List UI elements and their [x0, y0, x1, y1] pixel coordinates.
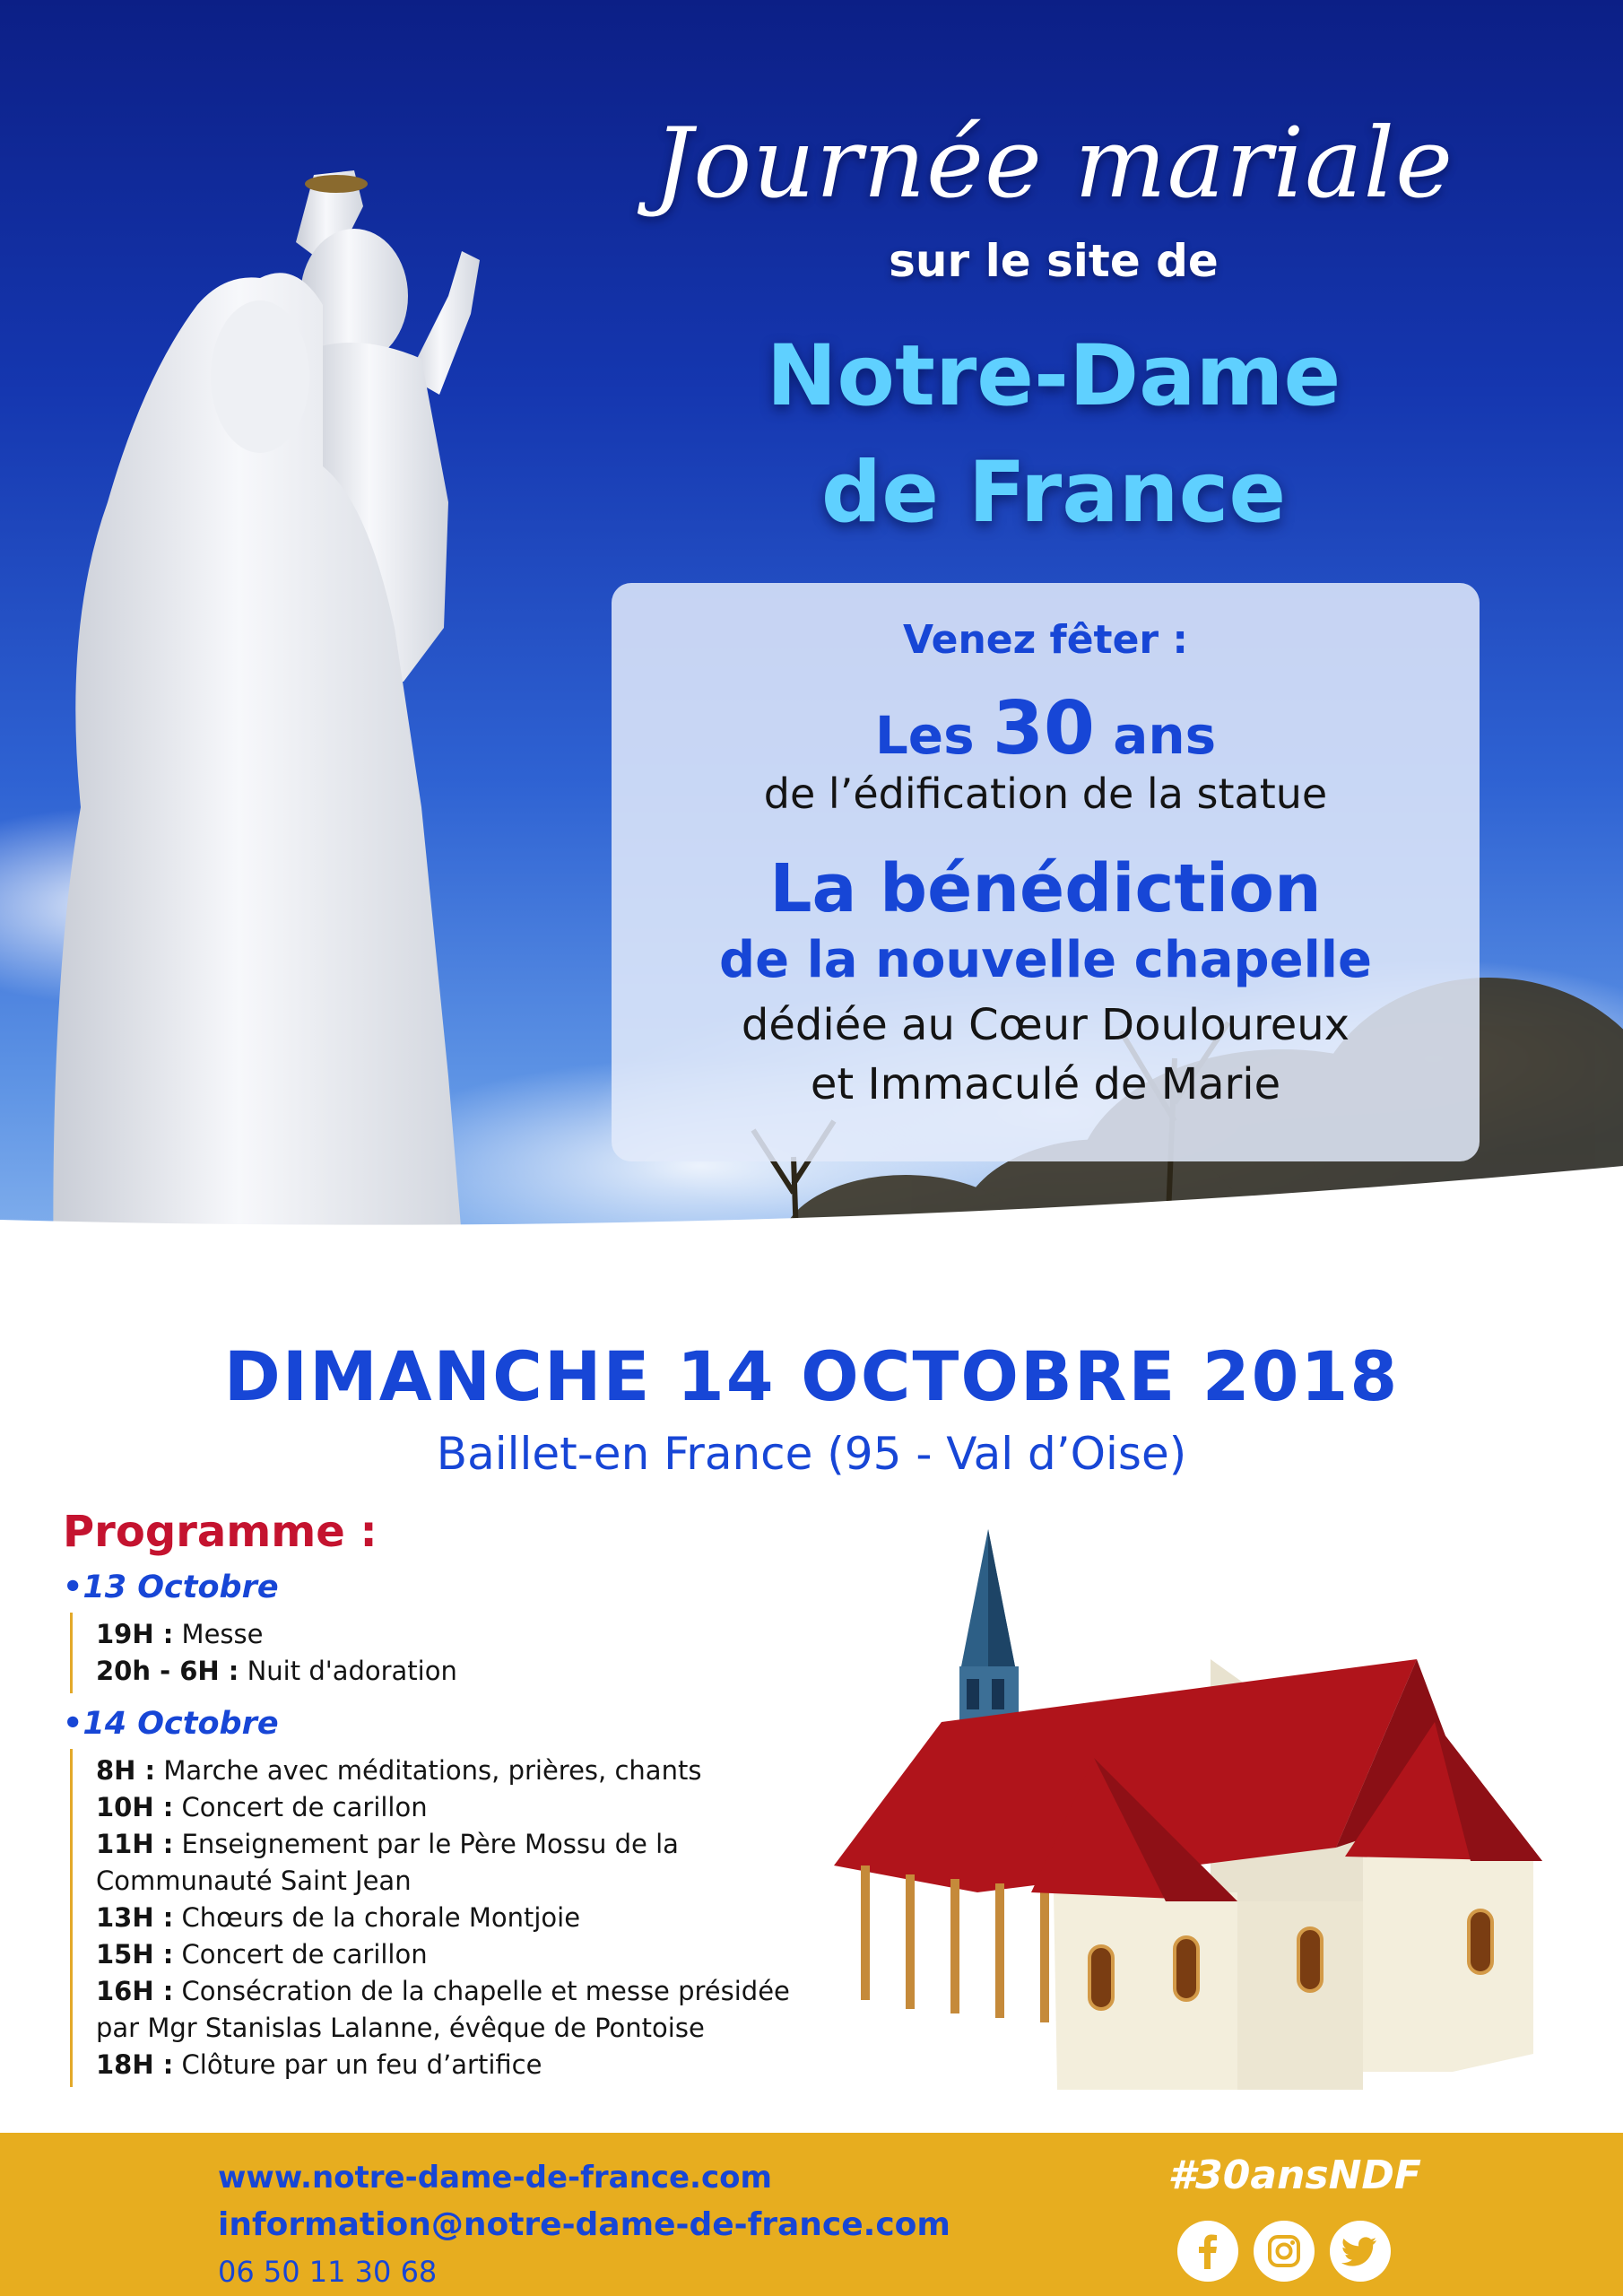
- day-heading-14: •14 Octobre: [63, 1706, 279, 1742]
- schedule-text: Marche avec méditations, prières, chants: [155, 1755, 702, 1786]
- thirty-number: 30: [992, 686, 1095, 771]
- footer-bar: [0, 2133, 1623, 2296]
- schedule-text: Concert de carillon: [173, 1792, 428, 1822]
- title-journee-mariale: Journée mariale: [653, 108, 1454, 220]
- schedule-time: 10H :: [96, 1792, 174, 1822]
- les-label: Les: [874, 705, 975, 766]
- schedule-time: 8H :: [96, 1755, 156, 1786]
- email-link[interactable]: information@notre-dame-de-france.com: [218, 2206, 950, 2243]
- day-schedule-14: [70, 1749, 798, 2087]
- schedule-text: Enseignement par le Père Mossu de la Communauté Saint Jean: [96, 1829, 679, 1896]
- instagram-icon: [1254, 2221, 1315, 2282]
- edification-text: de l’édification de la statue: [763, 770, 1328, 818]
- programme-section: [63, 1507, 798, 2087]
- website-link[interactable]: www.notre-dame-de-france.com: [218, 2160, 772, 2196]
- schedule-time: 18H :: [96, 2049, 174, 2080]
- nouvelle-chapelle-text: de la nouvelle chapelle: [719, 931, 1372, 989]
- list-item: [96, 1653, 798, 1690]
- twitter-button[interactable]: [1330, 2221, 1391, 2282]
- twitter-icon: [1330, 2221, 1391, 2282]
- chapel-apse-right: [1363, 1848, 1533, 2072]
- dedication-line1: dédiée au Cœur Douloureux: [741, 1000, 1350, 1050]
- title-notre-dame-de-france: [628, 318, 1480, 552]
- list-item: [96, 1752, 798, 1789]
- list-item: [96, 1616, 798, 1653]
- schedule-text: Messe: [173, 1619, 264, 1649]
- venez-feter-label: Venez fêter :: [902, 617, 1189, 663]
- day-schedule-13: [70, 1613, 798, 1693]
- instagram-button[interactable]: [1254, 2221, 1315, 2282]
- benediction-heading: La bénédiction: [769, 850, 1322, 927]
- facebook-icon: [1177, 2221, 1238, 2282]
- list-item: [96, 1900, 798, 1936]
- day-heading-13: •13 Octobre: [63, 1570, 279, 1605]
- hashtag: #30ansNDF: [1167, 2152, 1421, 2198]
- list-item: [96, 1789, 798, 1826]
- dedication-text: [612, 996, 1480, 1114]
- ans-label: ans: [1113, 705, 1217, 766]
- title-main-line1: Notre-Dame: [766, 327, 1341, 425]
- day-label: 13 Octobre: [82, 1570, 279, 1605]
- schedule-text: Consécration de la chapelle et messe présidée par Mgr Stanislas Lalanne, évêque de Pontoise: [96, 1976, 790, 2043]
- schedule-text: Concert de carillon: [173, 1939, 428, 1970]
- facebook-button[interactable]: [1177, 2221, 1238, 2282]
- schedule-time: 19H :: [96, 1619, 174, 1649]
- list-item: [96, 1936, 798, 1973]
- schedule-text: Nuit d'adoration: [239, 1656, 457, 1686]
- schedule-time: 15H :: [96, 1939, 174, 1970]
- schedule-time: 13H :: [96, 1902, 174, 1933]
- schedule-time: 16H :: [96, 1976, 174, 2006]
- title-main-line2: de France: [820, 444, 1287, 542]
- title-sur-le-site: sur le site de: [889, 235, 1219, 287]
- schedule-time: 11H :: [96, 1829, 174, 1859]
- schedule-time: 20h - 6H :: [96, 1656, 239, 1686]
- chapel-apse-left: [1054, 1892, 1237, 2090]
- statue-virgin-and-child: [53, 170, 480, 1292]
- anniversary-heading: [612, 686, 1480, 771]
- list-item: [96, 1826, 798, 1900]
- chapel-illustration: [789, 1516, 1578, 2090]
- event-date: DIMANCHE 14 OCTOBRE 2018: [223, 1336, 1400, 1416]
- schedule-text: Clôture par un feu d’artifice: [173, 2049, 542, 2080]
- day-label: 14 Octobre: [82, 1706, 279, 1742]
- list-item: [96, 2047, 798, 2083]
- celebration-info-box: [612, 583, 1480, 1161]
- event-place: Baillet-en France (95 - Val d’Oise): [436, 1428, 1187, 1480]
- dedication-line2: et Immaculé de Marie: [810, 1059, 1281, 1109]
- schedule-text: Chœurs de la chorale Montjoie: [173, 1902, 581, 1933]
- programme-title: Programme :: [63, 1507, 378, 1557]
- list-item: [96, 1973, 798, 2047]
- phone-number: 06 50 11 30 68: [218, 2255, 438, 2289]
